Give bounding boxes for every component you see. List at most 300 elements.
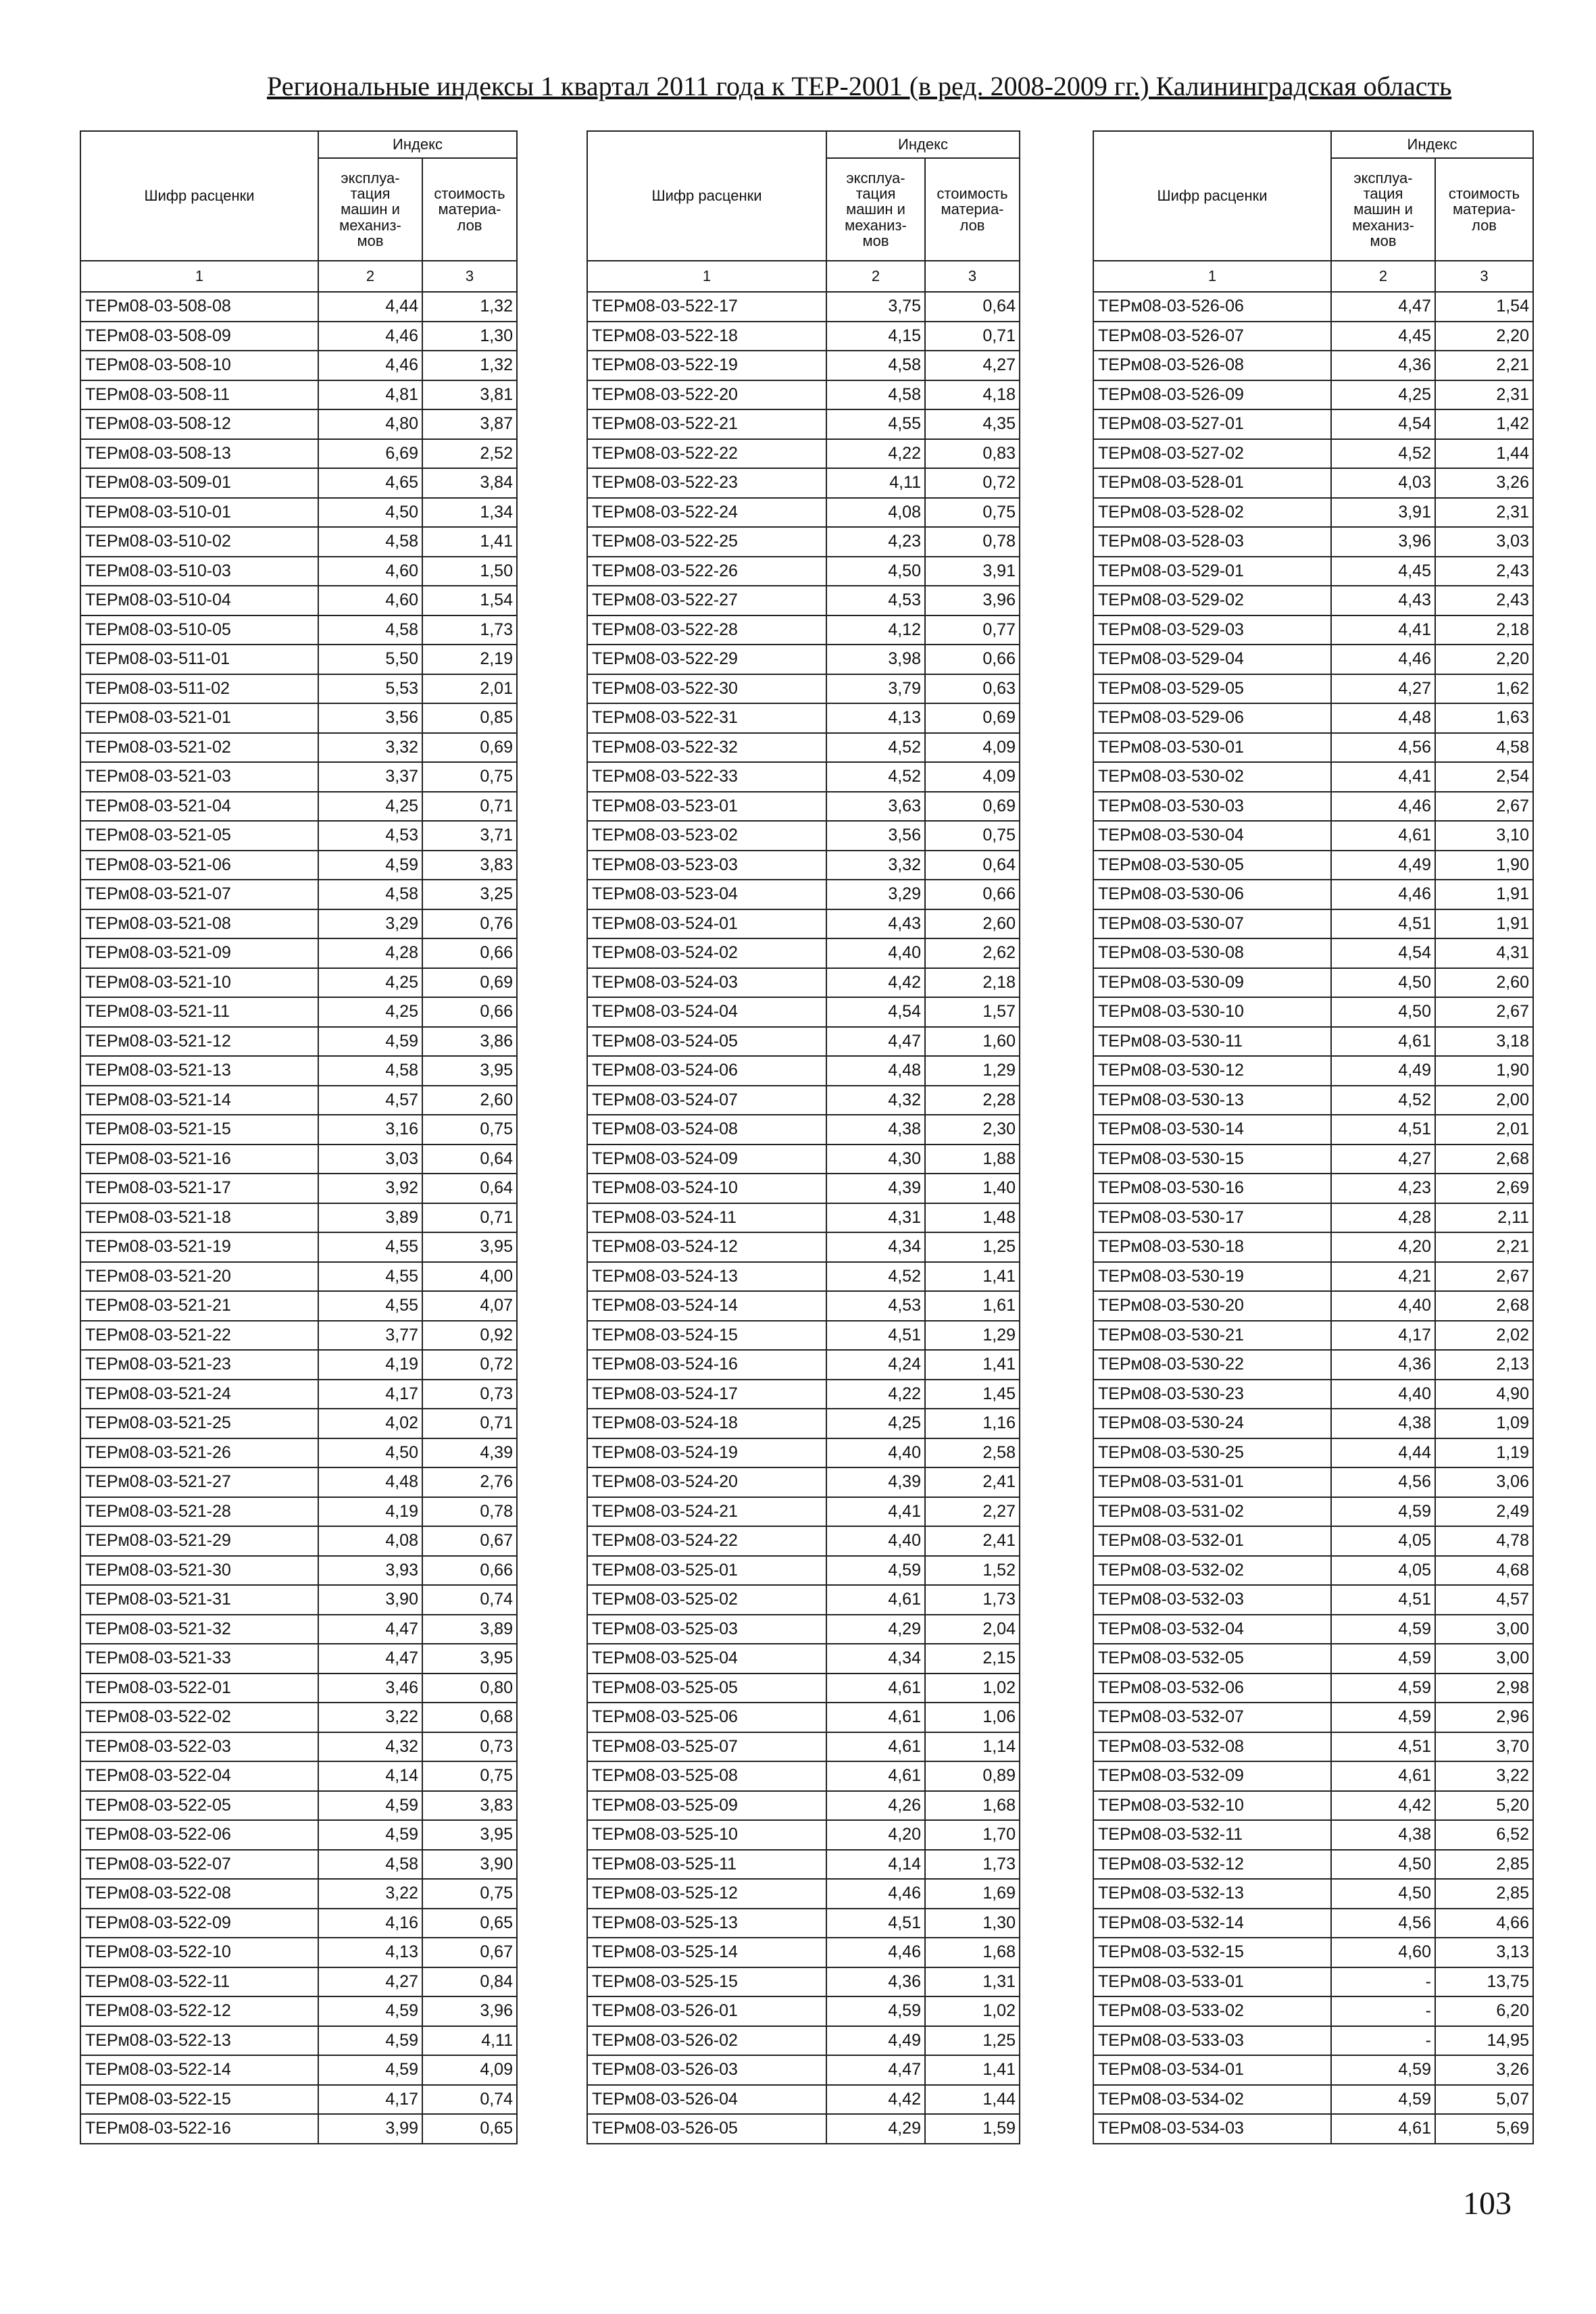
machines-index-cell: 4,28 xyxy=(318,938,422,968)
materials-index-cell: 2,41 xyxy=(925,1467,1020,1497)
rate-code-cell: ТЕРм08-03-523-01 xyxy=(587,792,826,822)
materials-index-cell: 0,72 xyxy=(422,1350,517,1380)
index-table-1 xyxy=(80,130,518,2144)
rate-code-cell: ТЕРм08-03-530-22 xyxy=(1093,1350,1331,1380)
table-row xyxy=(1093,1732,1533,1762)
materials-index-cell: 2,68 xyxy=(1435,1291,1533,1321)
rate-code-cell: ТЕРм08-03-524-19 xyxy=(587,1438,826,1468)
rate-code-cell: ТЕРм08-03-530-20 xyxy=(1093,1291,1331,1321)
materials-index-cell: 1,70 xyxy=(925,1820,1020,1850)
machines-index-cell: 4,52 xyxy=(1331,1086,1435,1115)
machines-index-cell: 3,56 xyxy=(318,703,422,733)
table-row xyxy=(587,1879,1020,1909)
table-row xyxy=(587,322,1020,351)
table-row xyxy=(1093,468,1533,498)
materials-index-cell: 4,27 xyxy=(925,351,1020,380)
machines-index-cell: 4,23 xyxy=(826,527,925,557)
machines-index-cell: 4,40 xyxy=(826,938,925,968)
materials-index-cell: 4,39 xyxy=(422,1438,517,1468)
table-row xyxy=(1093,792,1533,822)
rate-code-cell: ТЕРм08-03-521-14 xyxy=(80,1086,318,1115)
rate-code-cell: ТЕРм08-03-525-07 xyxy=(587,1732,826,1762)
materials-index-cell: 1,31 xyxy=(925,1967,1020,1997)
machines-index-cell: 4,46 xyxy=(318,351,422,380)
materials-index-cell: 3,87 xyxy=(422,409,517,439)
materials-index-cell: 1,63 xyxy=(1435,703,1533,733)
table-row xyxy=(80,880,517,909)
materials-index-cell: 0,64 xyxy=(422,1145,517,1174)
rate-code-cell: ТЕРм08-03-528-01 xyxy=(1093,468,1331,498)
machines-index-cell: 4,12 xyxy=(826,615,925,645)
machines-index-cell: 4,36 xyxy=(1331,351,1435,380)
machines-index-cell: 4,11 xyxy=(826,468,925,498)
materials-index-cell: 1,91 xyxy=(1435,909,1533,939)
materials-index-cell: 2,58 xyxy=(925,1438,1020,1468)
materials-index-cell: 1,41 xyxy=(925,1262,1020,1292)
rate-code-cell: ТЕРм08-03-530-18 xyxy=(1093,1232,1331,1262)
table-row xyxy=(80,968,517,998)
table-row xyxy=(1093,909,1533,939)
table-row xyxy=(1093,1467,1533,1497)
table-row xyxy=(1093,1615,1533,1644)
rate-code-cell: ТЕРм08-03-524-20 xyxy=(587,1467,826,1497)
machines-index-cell: 4,55 xyxy=(826,409,925,439)
table-row xyxy=(587,1615,1020,1644)
machines-index-cell: 3,79 xyxy=(826,674,925,704)
machines-index-cell: 4,50 xyxy=(318,1438,422,1468)
machines-index-cell: 4,50 xyxy=(318,498,422,528)
table-row xyxy=(587,409,1020,439)
table-row xyxy=(587,1791,1020,1821)
machines-index-cell: 4,61 xyxy=(1331,1761,1435,1791)
table-row xyxy=(80,2026,517,2056)
materials-index-cell: 0,67 xyxy=(422,1938,517,1967)
machines-index-cell: 4,60 xyxy=(318,586,422,615)
table-row xyxy=(587,909,1020,939)
rate-code-cell: ТЕРм08-03-524-11 xyxy=(587,1203,826,1233)
rate-code-cell: ТЕРм08-03-525-01 xyxy=(587,1556,826,1586)
table-row xyxy=(1093,1056,1533,1086)
table-row xyxy=(80,1615,517,1644)
machines-index-cell: 4,49 xyxy=(1331,1056,1435,1086)
rate-code-cell: ТЕРм08-03-529-05 xyxy=(1093,674,1331,704)
rate-code-cell: ТЕРм08-03-508-08 xyxy=(80,292,318,322)
materials-index-cell: 4,66 xyxy=(1435,1909,1533,1938)
table-row xyxy=(80,1938,517,1967)
machines-index-cell: 4,47 xyxy=(1331,292,1435,322)
table-row xyxy=(80,1203,517,1233)
rate-code-cell: ТЕРм08-03-525-14 xyxy=(587,1938,826,1967)
machines-index-cell: 4,25 xyxy=(826,1409,925,1438)
materials-index-cell: 6,20 xyxy=(1435,1996,1533,2026)
materials-index-cell: 3,26 xyxy=(1435,2055,1533,2085)
materials-index-cell: 2,96 xyxy=(1435,1703,1533,1732)
machines-index-cell: 5,50 xyxy=(318,645,422,674)
table-row xyxy=(587,1409,1020,1438)
table-row xyxy=(587,1438,1020,1468)
rate-code-cell: ТЕРм08-03-534-02 xyxy=(1093,2085,1331,2115)
machines-index-cell: 4,50 xyxy=(1331,997,1435,1027)
rate-code-cell: ТЕРм08-03-522-17 xyxy=(587,292,826,322)
machines-index-cell: 4,14 xyxy=(318,1761,422,1791)
table-row xyxy=(1093,615,1533,645)
table-row xyxy=(1093,1674,1533,1703)
table-row xyxy=(587,1467,1020,1497)
materials-index-cell: 2,04 xyxy=(925,1615,1020,1644)
rate-code-cell: ТЕРм08-03-534-01 xyxy=(1093,2055,1331,2085)
rate-code-cell: ТЕРм08-03-528-02 xyxy=(1093,498,1331,528)
table-row xyxy=(1093,1145,1533,1174)
table-row xyxy=(80,1056,517,1086)
table-row xyxy=(80,1791,517,1821)
table-row xyxy=(587,1086,1020,1115)
rate-code-cell: ТЕРм08-03-532-05 xyxy=(1093,1644,1331,1674)
table-row xyxy=(587,1526,1020,1556)
materials-index-cell: 2,13 xyxy=(1435,1350,1533,1380)
machines-index-cell: 4,52 xyxy=(826,1262,925,1292)
table-row xyxy=(1093,2026,1533,2056)
materials-index-cell: 13,75 xyxy=(1435,1967,1533,1997)
machines-index-cell: 4,44 xyxy=(1331,1438,1435,1468)
materials-index-cell: 0,71 xyxy=(422,792,517,822)
rate-code-cell: ТЕРм08-03-523-03 xyxy=(587,851,826,880)
materials-index-cell: 4,31 xyxy=(1435,938,1533,968)
table-row xyxy=(1093,557,1533,586)
rate-code-cell: ТЕРм08-03-531-02 xyxy=(1093,1497,1331,1527)
table-row xyxy=(80,1674,517,1703)
rate-code-cell: ТЕРм08-03-530-06 xyxy=(1093,880,1331,909)
machines-index-cell: 4,25 xyxy=(318,997,422,1027)
materials-index-cell: 2,68 xyxy=(1435,1145,1533,1174)
machines-index-cell: 4,32 xyxy=(826,1086,925,1115)
rate-code-cell: ТЕРм08-03-530-24 xyxy=(1093,1409,1331,1438)
materials-index-cell: 5,20 xyxy=(1435,1791,1533,1821)
rate-code-cell: ТЕРм08-03-521-04 xyxy=(80,792,318,822)
materials-index-cell: 0,73 xyxy=(422,1732,517,1762)
materials-index-cell: 2,20 xyxy=(1435,645,1533,674)
table-row xyxy=(587,351,1020,380)
rate-code-cell: ТЕРм08-03-532-06 xyxy=(1093,1674,1331,1703)
table-row xyxy=(1093,1879,1533,1909)
table-row xyxy=(1093,1938,1533,1967)
machines-index-cell: 4,08 xyxy=(318,1526,422,1556)
rate-code-cell: ТЕРм08-03-530-10 xyxy=(1093,997,1331,1027)
table-row xyxy=(1093,527,1533,557)
materials-index-cell: 1,68 xyxy=(925,1791,1020,1821)
table-row xyxy=(587,468,1020,498)
rate-code-cell: ТЕРм08-03-530-05 xyxy=(1093,851,1331,880)
materials-index-cell: 4,18 xyxy=(925,380,1020,410)
machines-index-cell: 4,45 xyxy=(1331,322,1435,351)
machines-index-cell: 4,51 xyxy=(826,1321,925,1351)
machines-index-cell: 5,53 xyxy=(318,674,422,704)
materials-index-cell: 0,69 xyxy=(925,792,1020,822)
machines-index-cell: 4,61 xyxy=(826,1761,925,1791)
materials-index-cell: 3,00 xyxy=(1435,1644,1533,1674)
machines-index-cell: 4,59 xyxy=(1331,1644,1435,1674)
table-row xyxy=(1093,1996,1533,2026)
machines-index-cell: 4,47 xyxy=(826,2055,925,2085)
rate-code-cell: ТЕРм08-03-511-01 xyxy=(80,645,318,674)
table-row xyxy=(80,1761,517,1791)
machines-index-cell: 3,32 xyxy=(318,733,422,763)
rate-code-cell: ТЕРм08-03-522-03 xyxy=(80,1732,318,1762)
table-row xyxy=(587,1967,1020,1997)
materials-index-cell: 0,66 xyxy=(925,880,1020,909)
machines-index-cell: 3,46 xyxy=(318,1674,422,1703)
table-row xyxy=(80,703,517,733)
table-row xyxy=(1093,821,1533,851)
table-row xyxy=(1093,1791,1533,1821)
machines-index-cell: 4,40 xyxy=(1331,1291,1435,1321)
rate-code-cell: ТЕРм08-03-530-25 xyxy=(1093,1438,1331,1468)
machines-index-cell: 4,34 xyxy=(826,1644,925,1674)
rate-code-cell: ТЕРм08-03-522-12 xyxy=(80,1996,318,2026)
materials-index-cell: 2,43 xyxy=(1435,557,1533,586)
machines-index-cell: 3,91 xyxy=(1331,498,1435,528)
rate-code-cell: ТЕРм08-03-525-03 xyxy=(587,1615,826,1644)
table-row xyxy=(80,1703,517,1732)
rate-code-cell: ТЕРм08-03-522-09 xyxy=(80,1909,318,1938)
machines-index-cell: 3,29 xyxy=(318,909,422,939)
materials-index-cell: 1,54 xyxy=(1435,292,1533,322)
machines-index-cell: 4,53 xyxy=(318,821,422,851)
machines-column-header: эксплуа- тация машин и механиз- мов xyxy=(318,158,422,261)
rate-code-cell: ТЕРм08-03-530-14 xyxy=(1093,1115,1331,1145)
machines-index-cell: 4,59 xyxy=(1331,1615,1435,1644)
rate-code-cell: ТЕРм08-03-522-06 xyxy=(80,1820,318,1850)
machines-index-cell: - xyxy=(1331,1996,1435,2026)
table-row xyxy=(80,468,517,498)
materials-column-header: стоимость материа- лов xyxy=(1435,158,1533,261)
table-row xyxy=(1093,586,1533,615)
materials-index-cell: 4,07 xyxy=(422,1291,517,1321)
rate-code-cell: ТЕРм08-03-527-01 xyxy=(1093,409,1331,439)
machines-index-cell: 4,02 xyxy=(318,1409,422,1438)
materials-index-cell: 2,00 xyxy=(1435,1086,1533,1115)
rate-code-cell: ТЕРм08-03-522-19 xyxy=(587,351,826,380)
rate-code-cell: ТЕРм08-03-532-14 xyxy=(1093,1909,1331,1938)
table-row xyxy=(1093,938,1533,968)
materials-index-cell: 4,90 xyxy=(1435,1380,1533,1409)
code-column-header: Шифр расценки xyxy=(1093,131,1331,261)
rate-code-cell: ТЕРм08-03-521-16 xyxy=(80,1145,318,1174)
table-row xyxy=(80,1909,517,1938)
machines-index-cell: 4,61 xyxy=(1331,2114,1435,2144)
machines-index-cell: 4,51 xyxy=(1331,1585,1435,1615)
materials-index-cell: 3,95 xyxy=(422,1056,517,1086)
materials-index-cell: 1,29 xyxy=(925,1056,1020,1086)
table-row xyxy=(80,645,517,674)
materials-index-cell: 1,32 xyxy=(422,351,517,380)
table-row xyxy=(1093,674,1533,704)
index-table-2 xyxy=(587,130,1020,2144)
rate-code-cell: ТЕРм08-03-532-03 xyxy=(1093,1585,1331,1615)
machines-index-cell: 3,98 xyxy=(826,645,925,674)
table-row xyxy=(587,1732,1020,1762)
rate-code-cell: ТЕРм08-03-522-10 xyxy=(80,1938,318,1967)
materials-index-cell: 2,19 xyxy=(422,645,517,674)
table-row xyxy=(587,762,1020,792)
materials-index-cell: 2,31 xyxy=(1435,498,1533,528)
machines-index-cell: 4,56 xyxy=(1331,1467,1435,1497)
table-row xyxy=(587,1850,1020,1880)
materials-index-cell: 2,60 xyxy=(925,909,1020,939)
rate-code-cell: ТЕРм08-03-525-10 xyxy=(587,1820,826,1850)
table-row xyxy=(1093,1820,1533,1850)
table-row xyxy=(587,1321,1020,1351)
table-row xyxy=(80,938,517,968)
materials-index-cell: 1,73 xyxy=(422,615,517,645)
materials-index-cell: 14,95 xyxy=(1435,2026,1533,2056)
materials-index-cell: 2,49 xyxy=(1435,1497,1533,1527)
table-row xyxy=(587,1350,1020,1380)
index-table-3 xyxy=(1093,130,1534,2144)
rate-code-cell: ТЕРм08-03-522-33 xyxy=(587,762,826,792)
table-row xyxy=(1093,1115,1533,1145)
rate-code-cell: ТЕРм08-03-522-27 xyxy=(587,586,826,615)
rate-code-cell: ТЕРм08-03-530-16 xyxy=(1093,1174,1331,1203)
machines-index-cell: 4,54 xyxy=(1331,938,1435,968)
table-row xyxy=(80,997,517,1027)
rate-code-cell: ТЕРм08-03-521-10 xyxy=(80,968,318,998)
rate-code-cell: ТЕРм08-03-524-17 xyxy=(587,1380,826,1409)
materials-index-cell: 3,18 xyxy=(1435,1027,1533,1057)
rate-code-cell: ТЕРм08-03-532-13 xyxy=(1093,1879,1331,1909)
table-row xyxy=(587,1674,1020,1703)
table-row xyxy=(1093,703,1533,733)
machines-index-cell: 4,61 xyxy=(826,1585,925,1615)
materials-index-cell: 0,71 xyxy=(422,1203,517,1233)
rate-code-cell: ТЕРм08-03-530-19 xyxy=(1093,1262,1331,1292)
table-row xyxy=(80,1145,517,1174)
table-row xyxy=(80,1174,517,1203)
machines-index-cell: 4,32 xyxy=(318,1732,422,1762)
rate-code-cell: ТЕРм08-03-522-16 xyxy=(80,2114,318,2144)
machines-index-cell: 4,03 xyxy=(1331,468,1435,498)
rate-code-cell: ТЕРм08-03-529-02 xyxy=(1093,586,1331,615)
machines-index-cell: 4,44 xyxy=(318,292,422,322)
machines-index-cell: 4,51 xyxy=(826,1909,925,1938)
machines-index-cell: 4,43 xyxy=(1331,586,1435,615)
machines-index-cell: 4,19 xyxy=(318,1497,422,1527)
table-row xyxy=(1093,1232,1533,1262)
machines-index-cell: 4,47 xyxy=(826,1027,925,1057)
table-row xyxy=(587,2085,1020,2115)
materials-index-cell: 1,61 xyxy=(925,1291,1020,1321)
machines-index-cell: 4,23 xyxy=(1331,1174,1435,1203)
rate-code-cell: ТЕРм08-03-522-18 xyxy=(587,322,826,351)
rate-code-cell: ТЕРм08-03-522-15 xyxy=(80,2085,318,2115)
machines-index-cell: 4,48 xyxy=(1331,703,1435,733)
rate-code-cell: ТЕРм08-03-530-08 xyxy=(1093,938,1331,968)
table-row xyxy=(80,821,517,851)
rate-code-cell: ТЕРм08-03-522-14 xyxy=(80,2055,318,2085)
materials-index-cell: 0,64 xyxy=(925,292,1020,322)
materials-index-cell: 0,85 xyxy=(422,703,517,733)
rate-code-cell: ТЕРм08-03-530-09 xyxy=(1093,968,1331,998)
materials-index-cell: 0,66 xyxy=(422,938,517,968)
materials-index-cell: 0,65 xyxy=(422,1909,517,1938)
rate-code-cell: ТЕРм08-03-521-18 xyxy=(80,1203,318,1233)
table-row xyxy=(587,1232,1020,1262)
rate-code-cell: ТЕРм08-03-522-28 xyxy=(587,615,826,645)
table-row xyxy=(80,2055,517,2085)
machines-index-cell: 3,63 xyxy=(826,792,925,822)
materials-index-cell: 1,41 xyxy=(925,1350,1020,1380)
machines-index-cell: 4,58 xyxy=(826,351,925,380)
rate-code-cell: ТЕРм08-03-525-12 xyxy=(587,1879,826,1909)
materials-index-cell: 0,84 xyxy=(422,1967,517,1997)
materials-index-cell: 3,96 xyxy=(925,586,1020,615)
table-row xyxy=(1093,1438,1533,1468)
table-row xyxy=(1093,1291,1533,1321)
machines-index-cell: 4,59 xyxy=(1331,1703,1435,1732)
rate-code-cell: ТЕРм08-03-510-02 xyxy=(80,527,318,557)
machines-index-cell: 4,21 xyxy=(1331,1262,1435,1292)
machines-index-cell: 4,48 xyxy=(318,1467,422,1497)
materials-index-cell: 4,35 xyxy=(925,409,1020,439)
rate-code-cell: ТЕРм08-03-524-12 xyxy=(587,1232,826,1262)
rate-code-cell: ТЕРм08-03-525-04 xyxy=(587,1644,826,1674)
machines-index-cell: 4,38 xyxy=(1331,1820,1435,1850)
materials-index-cell: 3,83 xyxy=(422,1791,517,1821)
table-row xyxy=(1093,1703,1533,1732)
table-row xyxy=(587,498,1020,528)
machines-index-cell: 4,46 xyxy=(826,1879,925,1909)
materials-index-cell: 5,07 xyxy=(1435,2085,1533,2115)
table-row xyxy=(1093,851,1533,880)
machines-index-cell: 3,37 xyxy=(318,762,422,792)
table-row xyxy=(587,2026,1020,2056)
machines-index-cell: 4,50 xyxy=(826,557,925,586)
rate-code-cell: ТЕРм08-03-529-06 xyxy=(1093,703,1331,733)
table-row xyxy=(80,1967,517,1997)
rate-code-cell: ТЕРм08-03-524-21 xyxy=(587,1497,826,1527)
machines-index-cell: 4,55 xyxy=(318,1291,422,1321)
rate-code-cell: ТЕРм08-03-521-05 xyxy=(80,821,318,851)
rate-code-cell: ТЕРм08-03-521-11 xyxy=(80,997,318,1027)
rate-code-cell: ТЕРм08-03-521-31 xyxy=(80,1585,318,1615)
machines-index-cell: 3,96 xyxy=(1331,527,1435,557)
rate-code-cell: ТЕРм08-03-526-05 xyxy=(587,2114,826,2144)
rate-code-cell: ТЕРм08-03-522-01 xyxy=(80,1674,318,1703)
rate-code-cell: ТЕРм08-03-525-02 xyxy=(587,1585,826,1615)
table-row xyxy=(587,1497,1020,1527)
table-row xyxy=(80,1232,517,1262)
rate-code-cell: ТЕРм08-03-530-21 xyxy=(1093,1321,1331,1351)
rate-code-cell: ТЕРм08-03-522-32 xyxy=(587,733,826,763)
materials-index-cell: 0,74 xyxy=(422,2085,517,2115)
machines-index-cell: 4,19 xyxy=(318,1350,422,1380)
rate-code-cell: ТЕРм08-03-532-15 xyxy=(1093,1938,1331,1967)
table-row xyxy=(1093,1350,1533,1380)
rate-code-cell: ТЕРм08-03-524-08 xyxy=(587,1115,826,1145)
materials-index-cell: 3,25 xyxy=(422,880,517,909)
machines-index-cell: 4,52 xyxy=(1331,439,1435,469)
rate-code-cell: ТЕРм08-03-522-26 xyxy=(587,557,826,586)
machines-index-cell: 4,41 xyxy=(1331,762,1435,792)
materials-column-header: стоимость материа- лов xyxy=(925,158,1020,261)
materials-index-cell: 0,78 xyxy=(422,1497,517,1527)
rate-code-cell: ТЕРм08-03-511-02 xyxy=(80,674,318,704)
machines-index-cell: 4,26 xyxy=(826,1791,925,1821)
machines-index-cell: 4,49 xyxy=(826,2026,925,2056)
table-row xyxy=(587,1585,1020,1615)
rate-code-cell: ТЕРм08-03-521-08 xyxy=(80,909,318,939)
materials-index-cell: 4,11 xyxy=(422,2026,517,2056)
materials-index-cell: 0,65 xyxy=(422,2114,517,2144)
